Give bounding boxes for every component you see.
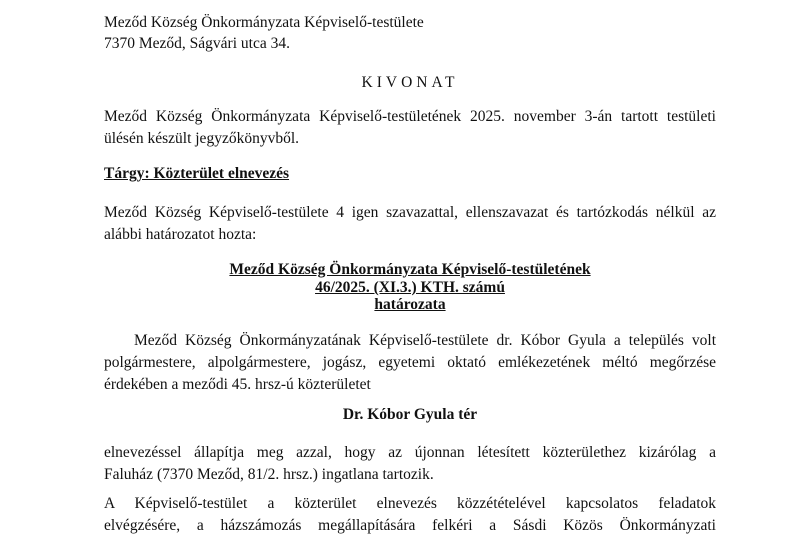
resolution-body-line-1: Meződ Község Önkormányzatának Képviselő-testülete dr. Kóbor Gyula a település volt	[134, 332, 716, 349]
tasks-line-1: A Képviselő-testület a közterület elnevezés közzétételével kapcsolatos feladatok	[104, 495, 716, 512]
vote-line-1: Meződ Község Képviselő-testülete 4 igen szavazattal, ellenszavazat és tartózkodás nélkül az	[104, 204, 716, 221]
vote-paragraph	[104, 202, 716, 246]
intro-line-1: Meződ Község Önkormányzata Képviselő-testületének 2025. november 3-án tartott testületi	[104, 108, 716, 125]
naming-line-1: elnevezéssel állapítja meg azzal, hogy az újonnan létesített közterülethez kizárólag a	[104, 444, 716, 461]
intro-line-2: ülésén készült jegyzőkönyvből.	[104, 130, 299, 147]
resolution-body-line-3: érdekében a meződi 45. hrsz-ú közterületet	[104, 376, 371, 393]
subject-line: Tárgy: Közterület elnevezés	[104, 165, 290, 182]
resolution-body-paragraph	[104, 330, 716, 396]
header-address: 7370 Meződ, Ságvári utca 34.	[104, 35, 290, 52]
resolution-heading-line-1: Meződ Község Önkormányzata Képviselő-testületének	[229, 261, 591, 278]
resolution-heading-line-2: 46/2025. (XI.3.) KTH. számú	[315, 279, 505, 296]
tasks-paragraph	[104, 493, 716, 537]
document-title: KIVONAT	[361, 74, 459, 91]
naming-paragraph	[104, 442, 716, 486]
vote-line-2: alábbi határozatot hozta:	[104, 226, 257, 243]
tasks-line-2: elvégzésére, a házszámozás megállapítására felkéri a Sásdi Közös Önkormányzati	[104, 517, 716, 534]
header-org-name: Meződ Község Önkormányzata Képviselő-testülete	[104, 14, 424, 31]
street-name: Dr. Kóbor Gyula tér	[342, 406, 478, 423]
naming-line-2: Faluház (7370 Meződ, 81/2. hrsz.) ingatlana tartozik.	[104, 466, 434, 483]
intro-paragraph	[104, 106, 716, 150]
resolution-heading-line-3: határozata	[374, 296, 446, 313]
resolution-body-line-2: polgármestere, alpolgármestere, jogász, egyetemi oktató emlékezetének méltó megőrzése	[104, 354, 716, 371]
